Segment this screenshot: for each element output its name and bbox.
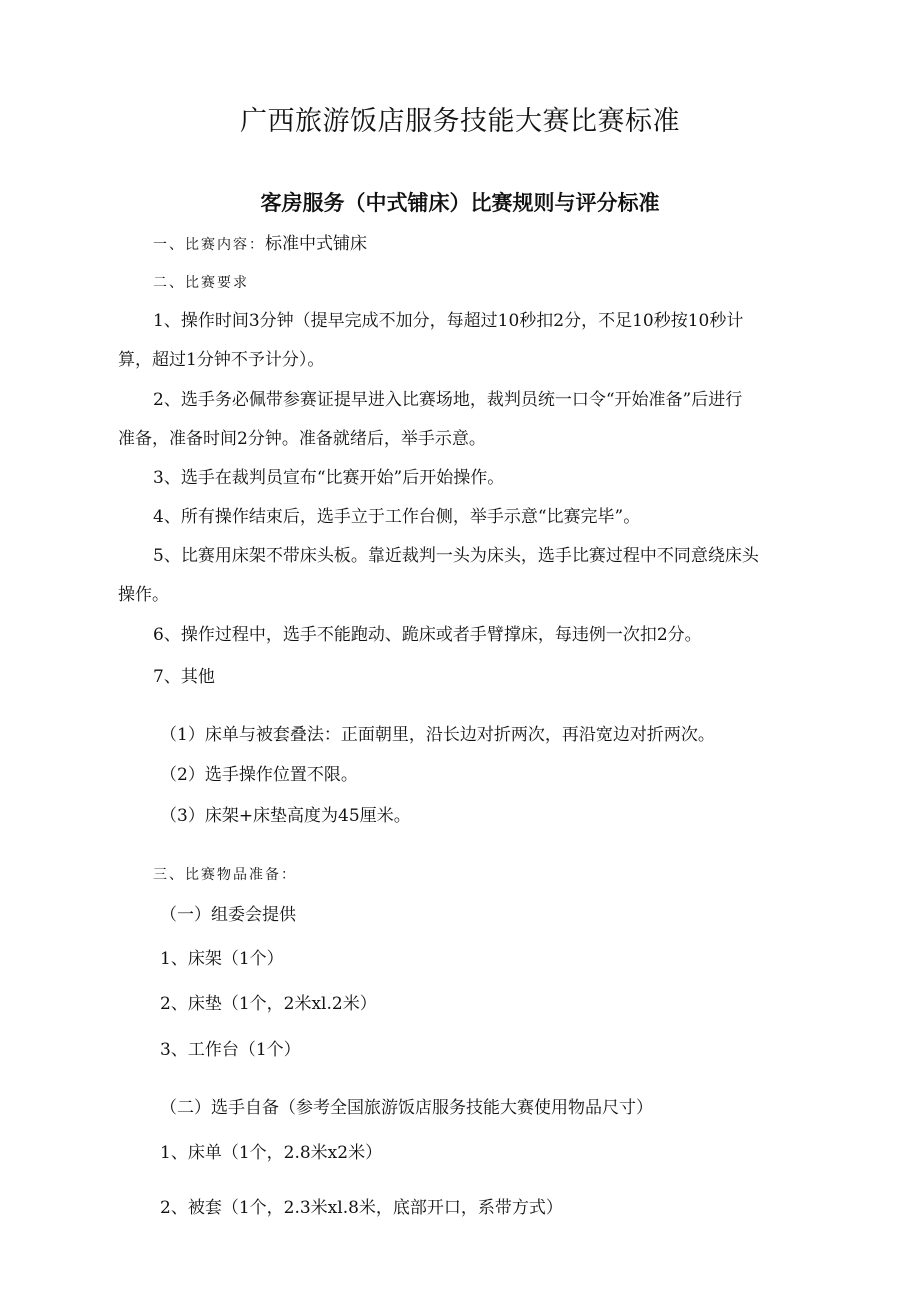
rule-item-1-line1: 1、操作时间3分钟（提早完成不加分，每超过10秒扣2分，不足10秒按10秒计 [153,311,744,331]
section-value: 标准中式铺床 [265,234,367,254]
section-heading: 一、比赛内容： [153,237,265,253]
section-heading: 二、比赛要求 [153,275,249,291]
group-heading: （二）选手自备（参考全国旅游饭店服务技能大赛使用物品尺寸） [160,1098,653,1118]
rule-item-2-line1: 2、选手务必佩带参赛证提早进入比赛场地，裁判员统一口令“开始准备”后进行 [153,390,743,410]
document-subtitle: 客房服务（中式铺床）比赛规则与评分标准 [260,191,660,215]
list-item: 1、床单（1个，2.8米x2米） [160,1143,383,1163]
rule-item-7: 7、其他 [153,667,215,687]
list-item: 2、被套（1个，2.3米xl.8米，底部开口，系带方式） [160,1198,563,1218]
rule-item-5-line1: 5、比赛用床架不带床头板。靠近裁判一头为床头，选手比赛过程中不同意绕床头 [153,546,759,566]
list-item: 3、工作台（1个） [160,1040,301,1060]
group-heading: （一）组委会提供 [160,905,296,925]
document-title: 广西旅游饭店服务技能大赛比赛标准 [240,106,680,137]
rule-item-2-line2: 准备，准备时间2分钟。准备就绪后，举手示意。 [118,429,486,449]
section-content-line [153,236,367,253]
other-rule-1: （1）床单与被套叠法：正面朝里，沿长边对折两次，再沿宽边对折两次。 [160,725,715,745]
other-rule-2: （2）选手操作位置不限。 [160,765,358,785]
rule-item-6: 6、操作过程中，选手不能跑动、跪床或者手臂撑床，每违例一次扣2分。 [153,625,702,645]
section-heading: 三、比赛物品准备： [153,867,297,883]
list-item: 2、床垫（1个，2米xl.2米） [160,994,377,1014]
other-rule-3: （3）床架+床垫高度为45厘米。 [160,806,411,826]
rule-item-3: 3、选手在裁判员宣布“比赛开始”后开始操作。 [153,468,505,488]
list-item: 1、床架（1个） [160,949,284,969]
rule-item-5-line2: 操作。 [118,585,169,605]
rule-item-1-line2: 算，超过1分钟不予计分）。 [118,350,325,370]
rule-item-4: 4、所有操作结束后，选手立于工作台侧，举手示意“比赛完毕”。 [153,507,641,527]
